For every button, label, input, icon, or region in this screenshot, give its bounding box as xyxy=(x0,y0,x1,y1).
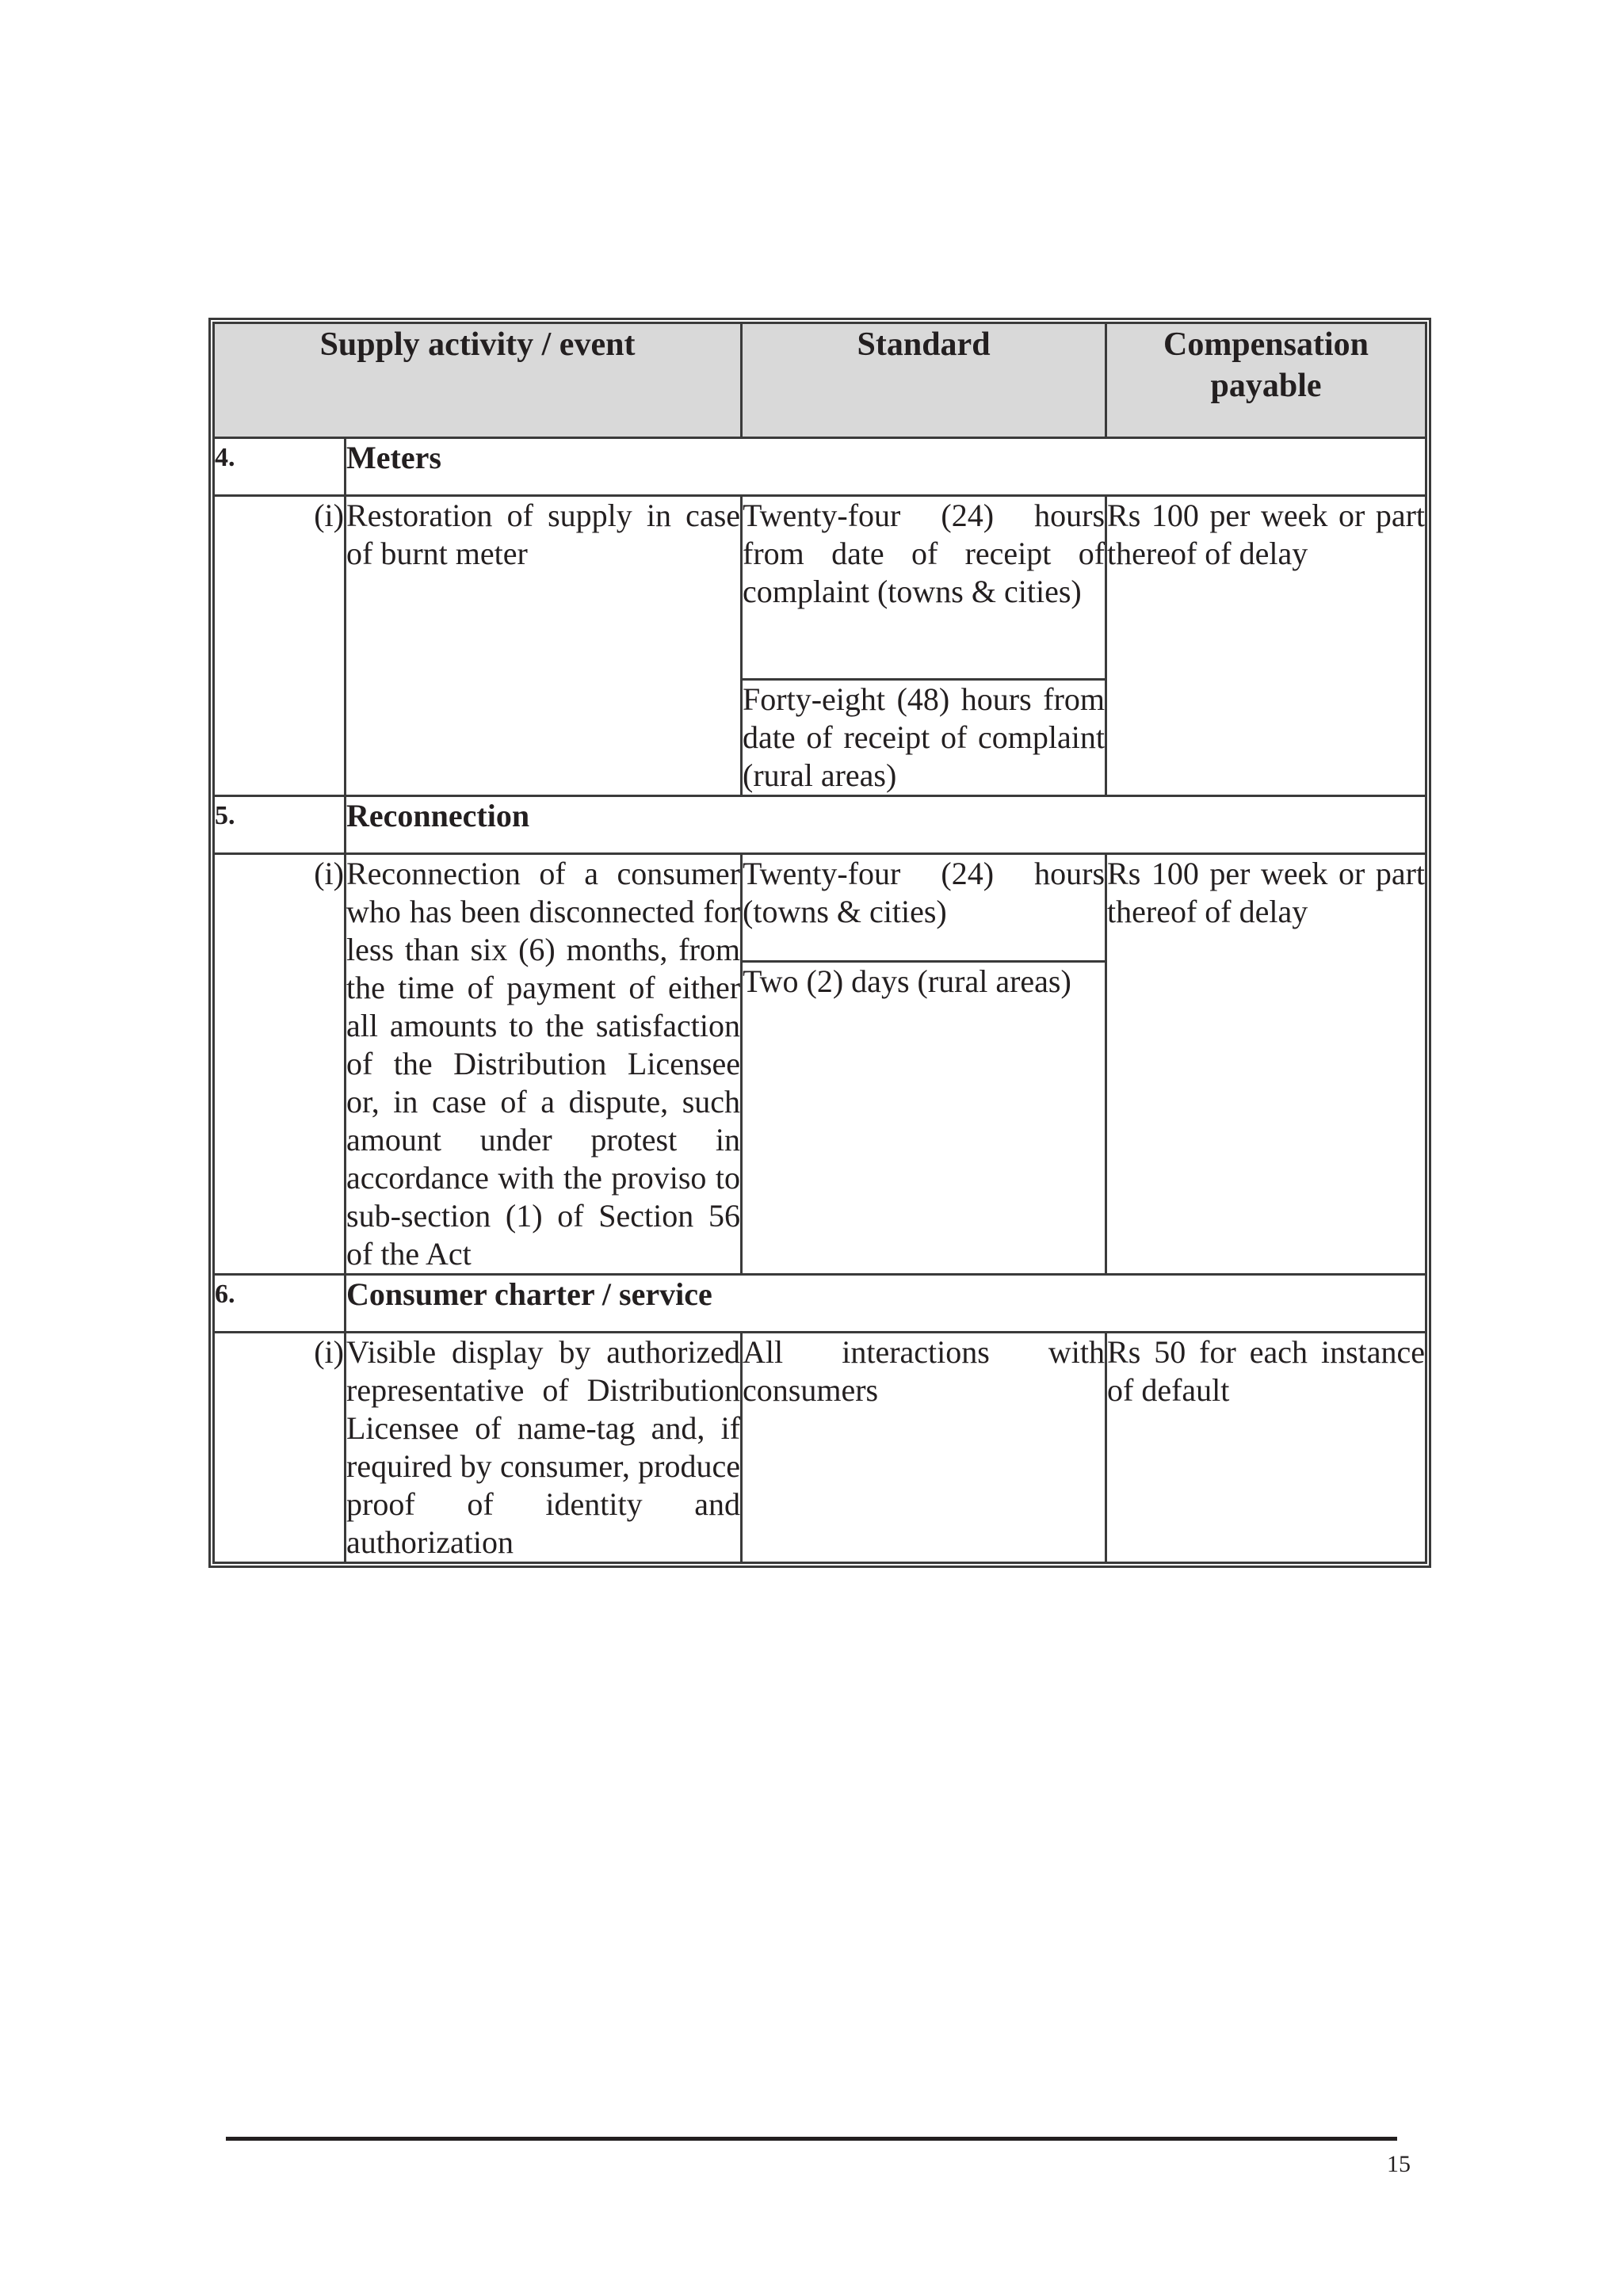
footer-rule xyxy=(226,2137,1397,2141)
table-row xyxy=(214,496,1426,680)
standard-cell: Twenty-four (24) hours from date of receipt of complaint (towns & cities) xyxy=(742,496,1106,680)
item-index: (i) xyxy=(214,1333,346,1563)
activity-cell: Restoration of supply in case of burnt meter xyxy=(346,496,742,796)
section-heading-row xyxy=(214,438,1426,496)
section-title: Reconnection xyxy=(346,796,1426,854)
section-number: 5. xyxy=(214,796,346,854)
standards-table xyxy=(212,322,1427,1564)
activity-cell: Visible display by authorized representative of Distribution Licensee of name-tag and, if required by consumer, produce proof of identity and authorization xyxy=(346,1333,742,1563)
activity-cell: Reconnection of a consumer who has been disconnected for less than six (6) months, from the time of payment of either all amounts to the satisfaction of the Distribution Licensee or, in case of a dispute, such amount under protest in accordance with the proviso to sub-section (1) of Section 56 of the Act xyxy=(346,854,742,1275)
compensation-cell: Rs 50 for each instance of default xyxy=(1106,1333,1426,1563)
section-heading-row xyxy=(214,1275,1426,1333)
header-activity: Supply activity / event xyxy=(214,323,742,438)
standard-cell: Twenty-four (24) hours (towns & cities) xyxy=(742,854,1106,962)
section-number: 4. xyxy=(214,438,346,496)
standard-cell: Two (2) days (rural areas) xyxy=(742,962,1106,1275)
table-row xyxy=(214,854,1426,962)
header-standard: Standard xyxy=(742,323,1106,438)
standard-cell: Forty-eight (48) hours from date of receipt of complaint (rural areas) xyxy=(742,680,1106,796)
section-number: 6. xyxy=(214,1275,346,1333)
item-index: (i) xyxy=(214,496,346,796)
section-heading-row xyxy=(214,796,1426,854)
table-row xyxy=(214,1333,1426,1563)
section-title: Consumer charter / service xyxy=(346,1275,1426,1333)
compensation-cell: Rs 100 per week or part thereof of delay xyxy=(1106,854,1426,1275)
page-number: 15 xyxy=(1387,2151,1411,2177)
header-compensation: Compensation payable xyxy=(1106,323,1426,438)
table-header-row xyxy=(214,323,1426,438)
section-title: Meters xyxy=(346,438,1426,496)
standard-cell: All interactions with consumers xyxy=(742,1333,1106,1563)
item-index: (i) xyxy=(214,854,346,1275)
compensation-cell: Rs 100 per week or part thereof of delay xyxy=(1106,496,1426,796)
